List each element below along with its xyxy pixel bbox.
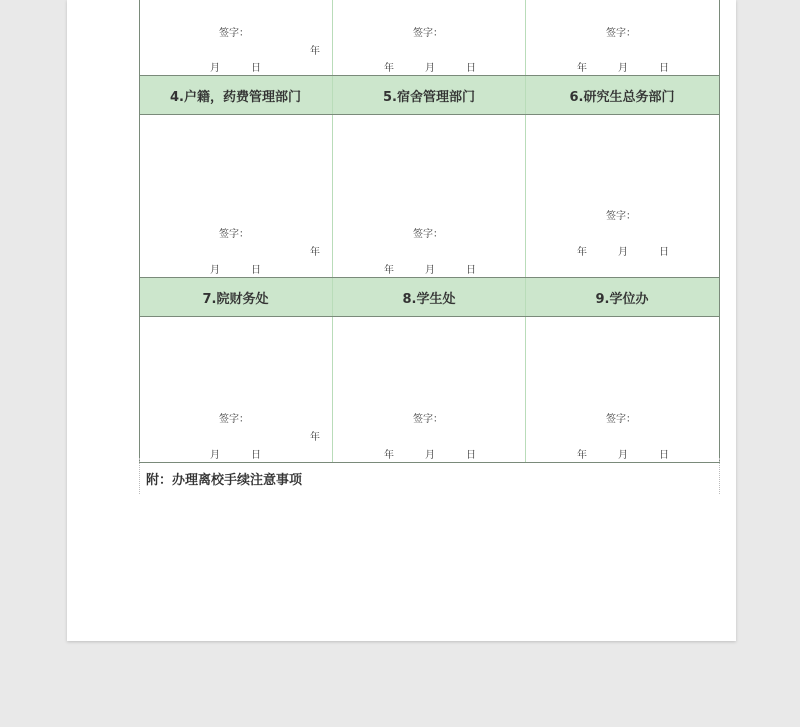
sign-label: 签字： xyxy=(606,211,636,222)
day-label: 日 xyxy=(466,63,476,74)
department-header: 6.研究生总务部门 xyxy=(525,76,718,114)
signature-row-3 xyxy=(139,317,720,463)
day-label: 日 xyxy=(659,63,669,74)
month-label: 月 xyxy=(618,63,628,74)
document-page xyxy=(67,0,736,641)
year-label: 年 xyxy=(310,46,320,57)
sign-label: 签字： xyxy=(413,229,443,240)
month-label: 月 xyxy=(210,63,220,74)
year-label: 年 xyxy=(310,247,320,258)
sign-label: 签字： xyxy=(606,28,636,39)
footer-note: 附：办理离校手续注意事项 xyxy=(146,473,303,488)
day-label: 日 xyxy=(659,247,669,258)
year-label: 年 xyxy=(384,265,394,276)
sign-label: 签字： xyxy=(413,28,443,39)
month-label: 月 xyxy=(425,265,435,276)
department-header-row-2 xyxy=(139,277,720,317)
signature-cell xyxy=(525,115,718,277)
day-label: 日 xyxy=(251,450,261,461)
year-label: 年 xyxy=(310,432,320,443)
signature-cell xyxy=(332,115,525,277)
signature-cell xyxy=(139,115,332,277)
signature-cell xyxy=(139,317,332,462)
signature-cell xyxy=(139,0,332,75)
month-label: 月 xyxy=(210,265,220,276)
footer-note-row xyxy=(139,458,720,494)
signature-cell xyxy=(525,317,718,462)
sign-label: 签字： xyxy=(219,414,249,425)
department-header: 4.户籍，药费管理部门 xyxy=(170,89,301,105)
department-header: 8.学生处 xyxy=(332,278,525,316)
day-label: 日 xyxy=(251,63,261,74)
month-label: 月 xyxy=(618,247,628,258)
month-label: 月 xyxy=(618,450,628,461)
month-label: 月 xyxy=(210,450,220,461)
signature-row-1 xyxy=(139,0,720,75)
month-label: 月 xyxy=(425,63,435,74)
year-label: 年 xyxy=(384,450,394,461)
year-label: 年 xyxy=(577,450,587,461)
department-header: 9.学位办 xyxy=(525,278,718,316)
day-label: 日 xyxy=(466,450,476,461)
sign-label: 签字： xyxy=(606,414,636,425)
signature-cell xyxy=(332,0,525,75)
signature-cell xyxy=(525,0,718,75)
year-label: 年 xyxy=(384,63,394,74)
month-label: 月 xyxy=(425,450,435,461)
clearance-table xyxy=(139,0,720,463)
sign-label: 签字： xyxy=(219,229,249,240)
sign-label: 签字： xyxy=(413,414,443,425)
department-header-row-1 xyxy=(139,75,720,115)
day-label: 日 xyxy=(466,265,476,276)
signature-cell xyxy=(332,317,525,462)
department-header: 5.宿舍管理部门 xyxy=(332,76,525,114)
signature-row-2 xyxy=(139,115,720,277)
day-label: 日 xyxy=(251,265,261,276)
year-label: 年 xyxy=(577,247,587,258)
department-header: 7.院财务处 xyxy=(202,291,269,307)
sign-label: 签字： xyxy=(219,28,249,39)
day-label: 日 xyxy=(659,450,669,461)
year-label: 年 xyxy=(577,63,587,74)
